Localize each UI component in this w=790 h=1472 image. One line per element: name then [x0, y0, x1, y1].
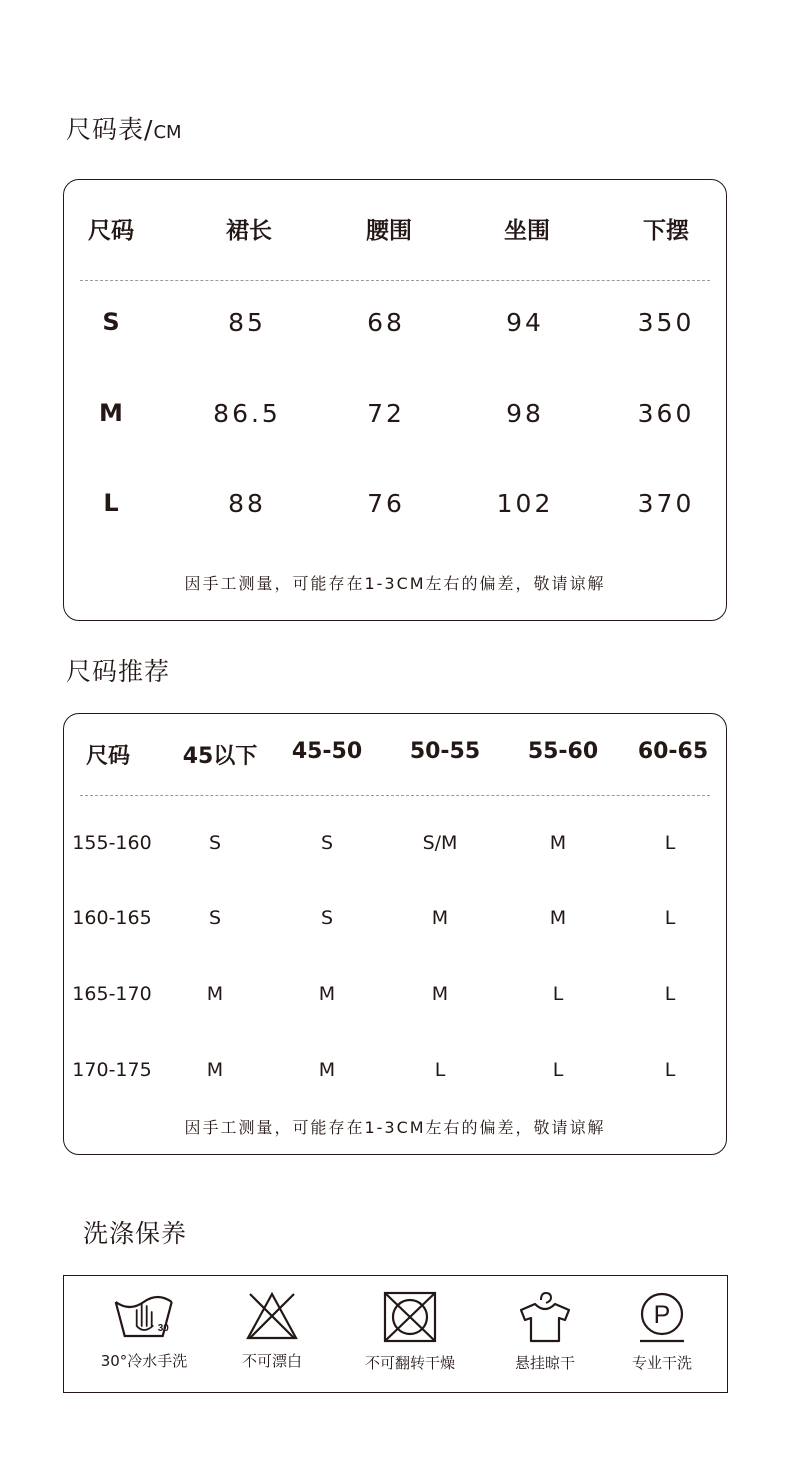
- size-chart-cell: 88: [228, 489, 266, 518]
- care-panel: [63, 1275, 728, 1393]
- size-chart-cell: 86.5: [213, 399, 281, 428]
- recommend-header-cell: 50-55: [409, 739, 481, 764]
- size-chart-title: [66, 110, 182, 146]
- size-chart-cell: 360: [637, 399, 695, 428]
- care-label: 悬挂晾干: [514, 1354, 576, 1372]
- care-title: 洗涤保养: [83, 1219, 188, 1248]
- recommend-header-cell: 60-65: [637, 739, 709, 764]
- size-chart-header-cell: 坐围: [504, 218, 550, 244]
- size-chart-header-cell: 裙长: [226, 218, 272, 244]
- recommend-cell: M: [318, 1059, 336, 1081]
- recommend-cell: M: [206, 983, 224, 1005]
- recommend-cell: S/M: [422, 832, 458, 854]
- size-chart-cell: 76: [367, 489, 405, 518]
- size-chart-table: [63, 179, 727, 621]
- care-item: [365, 1290, 455, 1373]
- recommend-cell: S: [320, 832, 334, 854]
- care-item: [242, 1290, 302, 1371]
- care-label: 不可翻转干燥: [364, 1354, 456, 1372]
- size-chart-cell: 72: [367, 399, 405, 428]
- recommend-cell: S: [208, 832, 222, 854]
- size-chart-cell: 94: [506, 308, 544, 337]
- size-chart-cell: S: [102, 308, 120, 336]
- recommend-note: 因手工测量，可能存在1-3CM左右的偏差，敬请谅解: [184, 1118, 606, 1137]
- size-chart-header-cell: 腰围: [366, 218, 412, 244]
- recommend-cell: M: [318, 983, 336, 1005]
- size-chart-cell: 85: [228, 308, 266, 337]
- size-chart-cell: 98: [506, 399, 544, 428]
- size-chart-note: 因手工测量，可能存在1-3CM左右的偏差，敬请谅解: [184, 574, 606, 593]
- hang-dry-icon: [517, 1290, 573, 1344]
- recommend-cell: 155-160: [72, 832, 152, 854]
- recommend-cell: M: [549, 832, 567, 854]
- size-chart-cell: L: [103, 489, 119, 517]
- recommend-cell: S: [320, 907, 334, 929]
- recommend-header-cell: 尺码: [85, 744, 131, 769]
- professional-dry-clean-icon: [634, 1290, 690, 1344]
- care-label: 不可漂白: [241, 1352, 303, 1370]
- size-chart-cell: M: [99, 399, 123, 427]
- recommend-header-cell: 45以下: [182, 744, 258, 769]
- care-item: [632, 1290, 692, 1373]
- care-label: 专业干洗: [631, 1354, 693, 1372]
- recommend-header-cell: 45-50: [291, 739, 363, 764]
- size-chart-cell: 350: [637, 308, 695, 337]
- recommend-cell: M: [206, 1059, 224, 1081]
- recommend-cell: L: [552, 1059, 564, 1081]
- size-chart-header-cell: 尺码: [88, 218, 134, 244]
- care-item: [101, 1290, 188, 1371]
- recommend-cell: L: [664, 832, 676, 854]
- care-label: 30°冷水手洗: [100, 1352, 188, 1370]
- recommend-divider: [80, 795, 710, 796]
- recommend-cell: L: [664, 983, 676, 1005]
- recommend-cell: S: [208, 907, 222, 929]
- no-tumble-dry-icon: [382, 1290, 438, 1344]
- svg-text:30: 30: [158, 1323, 170, 1334]
- recommend-cell: M: [431, 907, 449, 929]
- recommend-cell: M: [431, 983, 449, 1005]
- recommend-title: 尺码推荐: [66, 657, 171, 686]
- recommend-cell: 170-175: [72, 1059, 152, 1081]
- size-chart-cell: 370: [637, 489, 695, 518]
- size-chart-header-cell: 下摆: [643, 218, 689, 244]
- size-chart-cell: 102: [496, 489, 554, 518]
- recommend-cell: L: [664, 1059, 676, 1081]
- size-chart-cell: 68: [367, 308, 405, 337]
- size-chart-divider: [80, 280, 710, 281]
- recommend-cell: 160-165: [72, 907, 152, 929]
- recommend-cell: L: [664, 907, 676, 929]
- recommend-cell: L: [552, 983, 564, 1005]
- recommend-cell: 165-170: [72, 983, 152, 1005]
- recommend-cell: M: [549, 907, 567, 929]
- recommend-cell: L: [434, 1059, 446, 1081]
- recommend-header-cell: 55-60: [527, 739, 599, 764]
- care-item: [515, 1290, 575, 1373]
- no-bleach-icon: [244, 1290, 300, 1342]
- size-chart-unit: CM: [153, 122, 182, 143]
- size-chart-title-text: 尺码表/: [66, 115, 154, 144]
- recommend-table: [63, 713, 727, 1155]
- hand-wash-30-icon: [113, 1290, 175, 1342]
- svg-text:P: P: [653, 1301, 671, 1329]
